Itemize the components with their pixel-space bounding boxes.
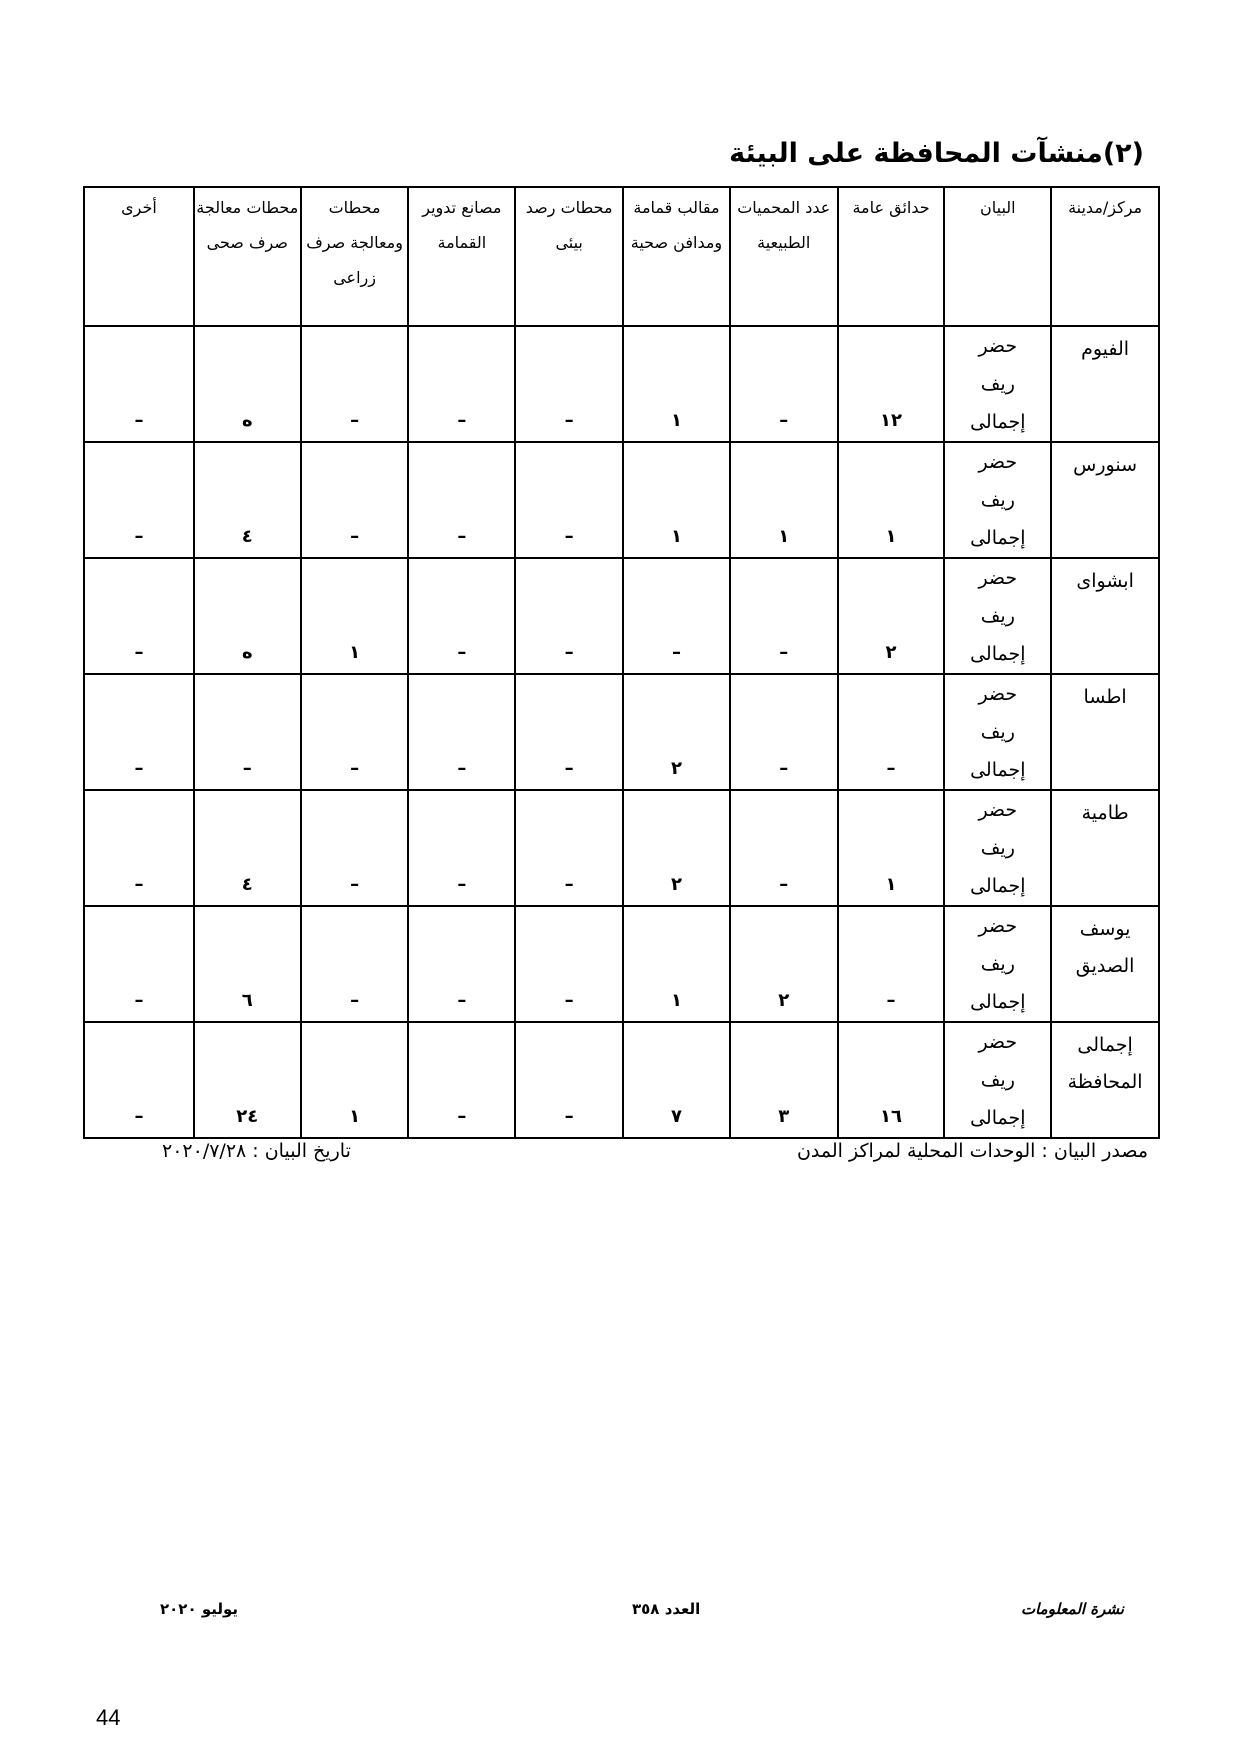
- city-name: إجمالى المحافظة: [1051, 1022, 1159, 1138]
- row-label: ريف: [980, 373, 1015, 395]
- value-cell: –: [84, 906, 194, 1022]
- value-cell: –: [84, 326, 194, 442]
- value-cell: –: [515, 906, 623, 1022]
- value-cell: ١٦: [838, 1022, 945, 1138]
- value-cell: –: [84, 558, 194, 674]
- table-row: [84, 790, 1159, 906]
- row-label: حضر: [978, 915, 1018, 937]
- value-cell: –: [515, 1022, 623, 1138]
- table-row: [84, 906, 1159, 1022]
- table-row: [84, 326, 1159, 442]
- row-label: حضر: [978, 683, 1018, 705]
- value-cell: –: [301, 906, 409, 1022]
- value-cell: –: [408, 326, 515, 442]
- value-cell: –: [515, 790, 623, 906]
- facilities-table: [83, 186, 1160, 1139]
- value-cell: ١: [730, 442, 838, 558]
- column-header: البيان: [944, 187, 1051, 326]
- column-header: حدائق عامة: [838, 187, 945, 326]
- table-header-row: [84, 187, 1159, 326]
- value-cell: ١: [838, 442, 945, 558]
- row-labels-cell: [944, 1022, 1051, 1138]
- row-label: إجمالى: [970, 411, 1026, 433]
- table-row: [84, 1022, 1159, 1138]
- value-cell: ٢: [838, 558, 945, 674]
- row-label: إجمالى: [970, 1107, 1026, 1129]
- column-header: مقالب قمامة ومدافن صحية: [623, 187, 730, 326]
- value-cell: ٧: [623, 1022, 730, 1138]
- footer-publication: نشرة المعلومات: [1020, 1600, 1124, 1618]
- value-cell: –: [194, 674, 301, 790]
- data-date: تاريخ البيان : ٢٠٢٠/٧/٢٨: [162, 1140, 351, 1162]
- city-name: ابشواى: [1051, 558, 1159, 674]
- row-label: ريف: [980, 489, 1015, 511]
- value-cell: –: [301, 674, 409, 790]
- value-cell: –: [515, 558, 623, 674]
- column-header: أخرى: [84, 187, 194, 326]
- row-label: حضر: [978, 567, 1018, 589]
- footer-issue: العدد ٣٥٨: [632, 1600, 701, 1618]
- value-cell: –: [408, 1022, 515, 1138]
- value-cell: ٤: [194, 790, 301, 906]
- column-header: مصانع تدوير القمامة: [408, 187, 515, 326]
- city-name: الفيوم: [1051, 326, 1159, 442]
- value-cell: –: [730, 558, 838, 674]
- value-cell: –: [730, 790, 838, 906]
- row-label: إجمالى: [970, 991, 1026, 1013]
- value-cell: ١: [623, 326, 730, 442]
- row-label: ريف: [980, 953, 1015, 975]
- column-header: محطات معالجة صرف صحى: [194, 187, 301, 326]
- value-cell: –: [408, 790, 515, 906]
- value-cell: ٢: [623, 790, 730, 906]
- value-cell: ه: [194, 558, 301, 674]
- row-label: إجمالى: [970, 527, 1026, 549]
- column-header: محطات رصد بيئى: [515, 187, 623, 326]
- value-cell: –: [84, 442, 194, 558]
- value-cell: ٣: [730, 1022, 838, 1138]
- source-note: مصدر البيان : الوحدات المحلية لمراكز المدن: [796, 1140, 1148, 1162]
- column-header: محطات ومعالجة صرف زراعى: [301, 187, 409, 326]
- value-cell: –: [408, 558, 515, 674]
- row-label: ريف: [980, 721, 1015, 743]
- row-label: حضر: [978, 335, 1018, 357]
- value-cell: ٦: [194, 906, 301, 1022]
- city-name: طامية: [1051, 790, 1159, 906]
- row-labels-cell: [944, 674, 1051, 790]
- value-cell: ٢: [623, 674, 730, 790]
- value-cell: –: [730, 326, 838, 442]
- row-label: إجمالى: [970, 759, 1026, 781]
- page-title: (٢)منشآت المحافظة على البيئة: [729, 138, 1144, 169]
- row-label: إجمالى: [970, 643, 1026, 665]
- table-row: [84, 674, 1159, 790]
- row-label: ريف: [980, 837, 1015, 859]
- value-cell: –: [301, 442, 409, 558]
- row-labels-cell: [944, 790, 1051, 906]
- value-cell: –: [408, 442, 515, 558]
- city-name: يوسف الصديق: [1051, 906, 1159, 1022]
- value-cell: –: [84, 790, 194, 906]
- value-cell: ١: [623, 442, 730, 558]
- row-label: إجمالى: [970, 875, 1026, 897]
- value-cell: –: [515, 326, 623, 442]
- row-labels-cell: [944, 442, 1051, 558]
- city-name: اطسا: [1051, 674, 1159, 790]
- value-cell: –: [838, 674, 945, 790]
- row-labels-cell: [944, 906, 1051, 1022]
- row-label: ريف: [980, 605, 1015, 627]
- value-cell: ١٢: [838, 326, 945, 442]
- value-cell: –: [623, 558, 730, 674]
- value-cell: ١: [838, 790, 945, 906]
- value-cell: –: [84, 1022, 194, 1138]
- table-row: [84, 442, 1159, 558]
- value-cell: ه: [194, 326, 301, 442]
- value-cell: –: [838, 906, 945, 1022]
- value-cell: –: [515, 442, 623, 558]
- column-header: مركز/مدينة: [1051, 187, 1159, 326]
- value-cell: ٤: [194, 442, 301, 558]
- row-labels-cell: [944, 326, 1051, 442]
- table-row: [84, 558, 1159, 674]
- value-cell: –: [408, 674, 515, 790]
- value-cell: –: [408, 906, 515, 1022]
- column-header: عدد المحميات الطبيعية: [730, 187, 838, 326]
- value-cell: –: [730, 674, 838, 790]
- city-name: سنورس: [1051, 442, 1159, 558]
- row-label: حضر: [978, 799, 1018, 821]
- value-cell: –: [301, 790, 409, 906]
- value-cell: ١: [301, 558, 409, 674]
- value-cell: ٢٤: [194, 1022, 301, 1138]
- row-label: حضر: [978, 1031, 1018, 1053]
- value-cell: ١: [623, 906, 730, 1022]
- page-number: 44: [96, 1705, 121, 1730]
- value-cell: ٢: [730, 906, 838, 1022]
- footer-month: يوليو ٢٠٢٠: [160, 1600, 239, 1618]
- row-label: حضر: [978, 451, 1018, 473]
- value-cell: ١: [301, 1022, 409, 1138]
- row-label: ريف: [980, 1069, 1015, 1091]
- value-cell: –: [301, 326, 409, 442]
- row-labels-cell: [944, 558, 1051, 674]
- value-cell: –: [515, 674, 623, 790]
- value-cell: –: [84, 674, 194, 790]
